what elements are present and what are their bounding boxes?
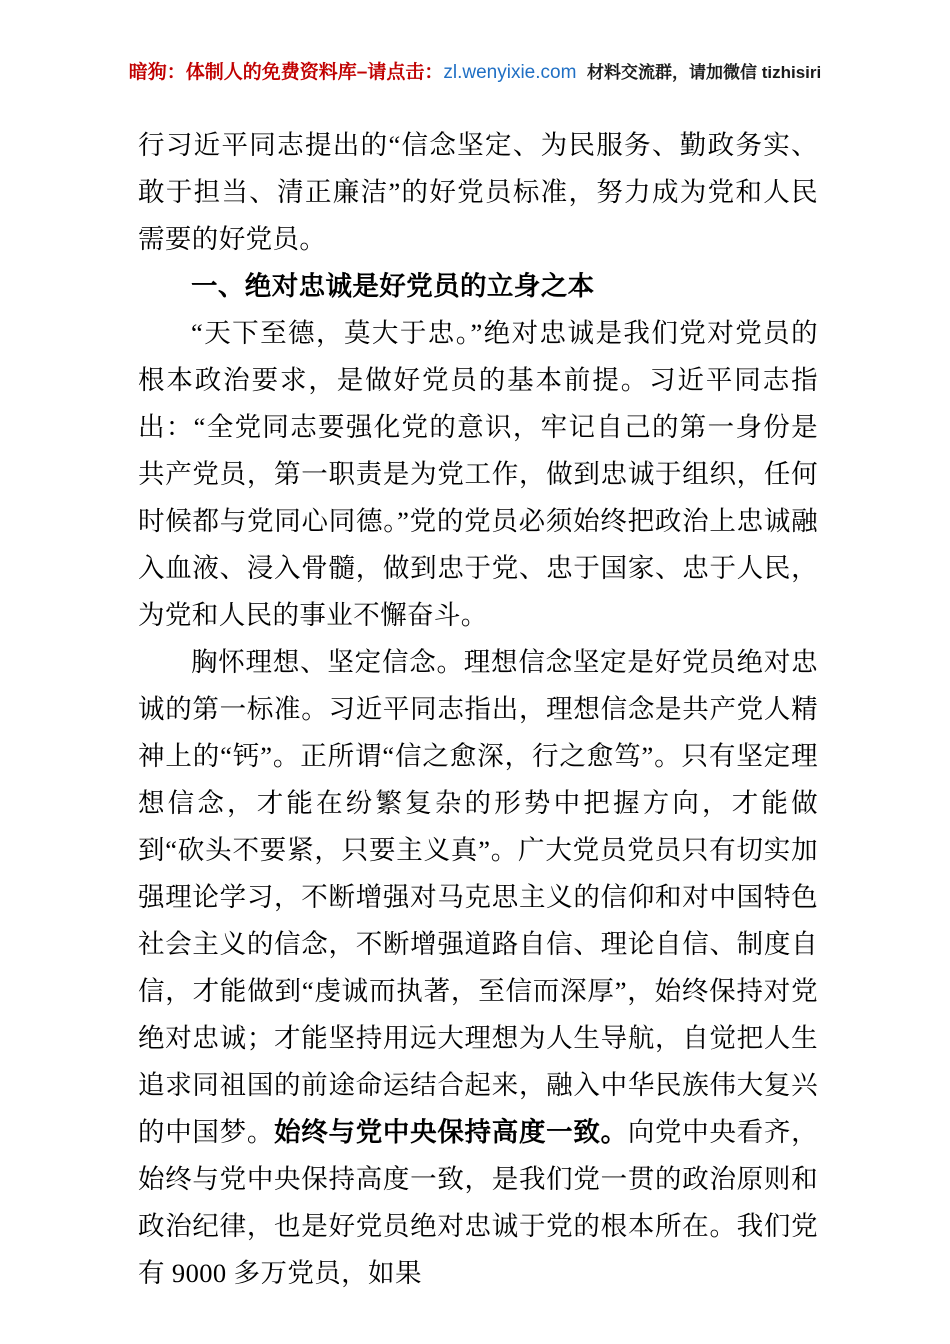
text-run-bold-1: 始终与党中央保持高度一致。 — [274, 1117, 628, 1147]
section-heading-1: 一、绝对忠诚是好党员的立身之本 — [191, 271, 595, 301]
document-body — [138, 122, 818, 1297]
banner-title: 暗狗：体制人的免费资料库 — [128, 62, 357, 83]
paragraph-loyalty: “天下至德，莫大于忠。”绝对忠诚是我们党对党员的根本政治要求，是做好党员的基本前提。习近平同志指出：“全党同志要强化党的意识，牢记自己的第一身份是共产党员，第一职责是为党工作，做到忠诚于组织，任何时候都与党同心同德。”党的党员必须始终把政治上忠诚融入血液、浸入骨髓，做到忠于党、忠于国家、忠于人民，为党和人民的事业不懈奋斗。 — [138, 318, 818, 630]
paragraph-opening: 行习近平同志提出的“信念坚定、为民服务、勤政务实、敢于担当、清正廉洁”的好党员标准，努力成为党和人民需要的好党员。 — [138, 130, 818, 254]
text-run-plain-1: 胸怀理想、坚定信念。理想信念坚定是好党员绝对忠诚的第一标准。习近平同志指出，理想信念是共产党人精神上的“钙”。正所谓“信之愈深，行之愈笃”。只有坚定理想信念，才能在纷繁复杂的形势中把握方向，才能做到“砍头不要紧，只要主义真”。广大党员党员只有切实加强理论学习，不断增强对马克思主义的信仰和对中国特色社会主义的信念，不断增强道路自信、理论自信、制度自信，才能做到“虔诚而执著，至信而深厚”，始终保持对党绝对忠诚；才能坚持用远大理想为人生导航，自觉把人生追求同祖国的前途命运结合起来，融入中华民族伟大复兴的中国梦。 — [138, 647, 818, 1147]
banner-click-label: –请点击： — [356, 62, 444, 83]
paragraph-ideals — [138, 639, 818, 1297]
banner-contact: 材料交流群，请加微信 tizhisiri — [586, 63, 822, 82]
text-run-plain-2: 向党中央看齐，始终与党中央保持高度一致，是我们党一贯的政治原则和政治纪律，也是好党员绝对忠诚于党的根本所在。我们党有 9000 多万党员，如果 — [138, 1117, 818, 1288]
banner-link[interactable]: zl.wenyixie.com — [443, 62, 577, 83]
promo-banner — [0, 62, 950, 85]
